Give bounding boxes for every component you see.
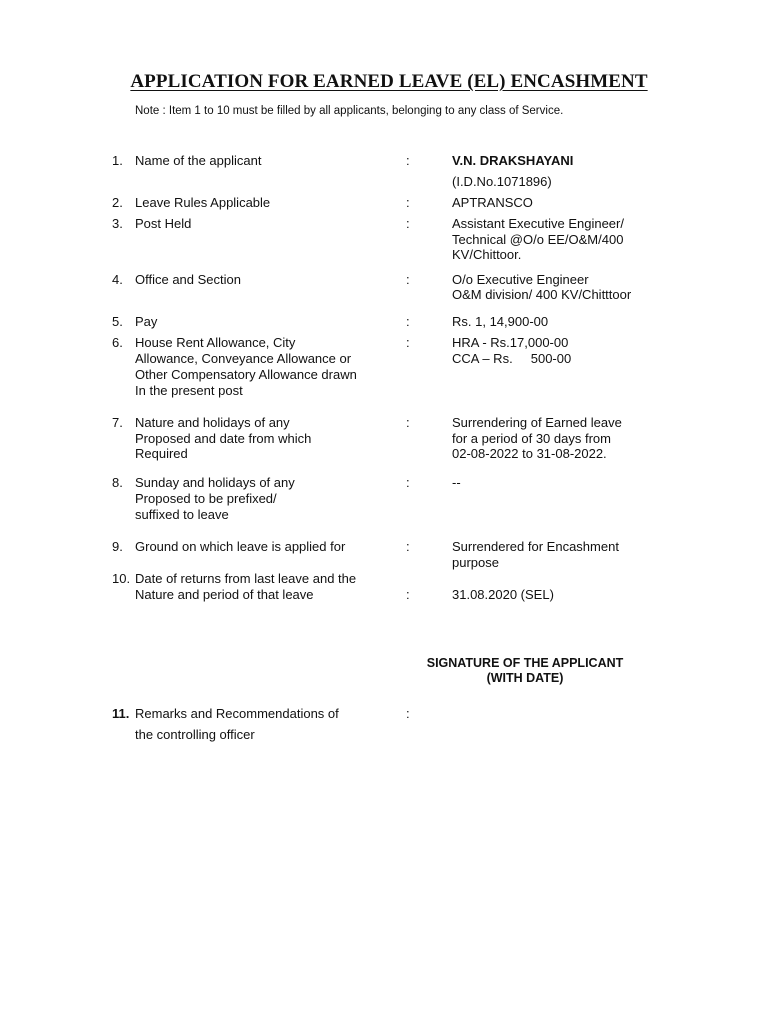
item-colon: : — [406, 153, 410, 168]
item-value-line: Technical @O/o EE/O&M/400 — [452, 232, 624, 247]
item-colon: : — [406, 587, 410, 602]
item-number: 9. — [112, 539, 123, 554]
item-label-line: Nature and period of that leave — [135, 587, 314, 602]
item-label-line: Sunday and holidays of any — [135, 475, 295, 490]
item-colon: : — [406, 195, 410, 210]
item-label-line: suffixed to leave — [135, 507, 229, 522]
item-label: Name of the applicant — [135, 153, 262, 168]
item-label: Office and Section — [135, 272, 241, 287]
signature-line-1: SIGNATURE OF THE APPLICANT — [426, 656, 624, 670]
item-label-line: In the present post — [135, 383, 243, 398]
item-value: -- — [452, 475, 461, 490]
item-value: Rs. 1, 14,900-00 — [452, 314, 549, 329]
item-label-line: House Rent Allowance, City — [135, 335, 296, 350]
form-note: Note : Item 1 to 10 must be filled by all applicants, belonging to any class of Service. — [135, 105, 564, 117]
item-label: Leave Rules Applicable — [135, 195, 271, 210]
item-number: 1. — [112, 153, 123, 168]
item-value-line: Surrendering of Earned leave — [452, 415, 622, 430]
item-value-line: Assistant Executive Engineer/ — [452, 216, 624, 231]
item-value-line: O/o Executive Engineer — [452, 272, 589, 287]
item-label-line: Allowance, Conveyance Allowance or — [135, 351, 352, 366]
item-label-line: Required — [135, 446, 188, 461]
item-value-line: Surrendered for Encashment — [452, 539, 619, 554]
item-value-line: purpose — [452, 555, 499, 570]
item-label-line: Proposed to be prefixed/ — [135, 491, 277, 506]
item-number: 4. — [112, 272, 123, 287]
signature-line-2: (WITH DATE) — [486, 671, 564, 685]
item-number: 2. — [112, 195, 123, 210]
item-number: 7. — [112, 415, 123, 430]
item-colon: : — [406, 314, 410, 329]
item-label: Ground on which leave is applied for — [135, 539, 346, 554]
item-number: 3. — [112, 216, 123, 231]
item-colon: : — [406, 335, 410, 350]
item-number: 6. — [112, 335, 123, 350]
item-value-line: HRA - Rs.17,000-00 — [452, 335, 569, 350]
signature-block — [400, 656, 650, 686]
item-value-line: for a period of 30 days from — [452, 431, 611, 446]
item-value-line: CCA – Rs. 500-00 — [452, 351, 572, 366]
item-label: Pay — [135, 314, 158, 329]
applicant-name: V.N. DRAKSHAYANI — [452, 153, 574, 168]
item-label: Post Held — [135, 216, 192, 231]
item-value-line: KV/Chittoor. — [452, 247, 522, 262]
item-label-line: Remarks and Recommendations of — [135, 706, 339, 721]
form-title: APPLICATION FOR EARNED LEAVE (EL) ENCASHMENT — [130, 71, 648, 92]
item-colon: : — [406, 539, 410, 554]
item-number: 5. — [112, 314, 123, 329]
applicant-id: (I.D.No.1071896) — [452, 174, 552, 189]
item-colon: : — [406, 706, 410, 721]
item-value-line: O&M division/ 400 KV/Chitttoor — [452, 287, 632, 302]
item-value: APTRANSCO — [452, 195, 533, 210]
item-label-line: Other Compensatory Allowance drawn — [135, 367, 357, 382]
item-label-line: Date of returns from last leave and the — [135, 571, 357, 586]
item-colon: : — [406, 272, 410, 287]
item-colon: : — [406, 415, 410, 430]
item-label-line: the controlling officer — [135, 727, 255, 742]
item-colon: : — [406, 216, 410, 231]
item-value: 31.08.2020 (SEL) — [452, 587, 554, 602]
item-number: 8. — [112, 475, 123, 490]
item-number: 10. — [112, 571, 131, 586]
item-label-line: Proposed and date from which — [135, 431, 312, 446]
item-value-line: 02-08-2022 to 31-08-2022. — [452, 446, 607, 461]
item-colon: : — [406, 475, 410, 490]
item-number: 11. — [112, 706, 130, 721]
item-label-line: Nature and holidays of any — [135, 415, 290, 430]
